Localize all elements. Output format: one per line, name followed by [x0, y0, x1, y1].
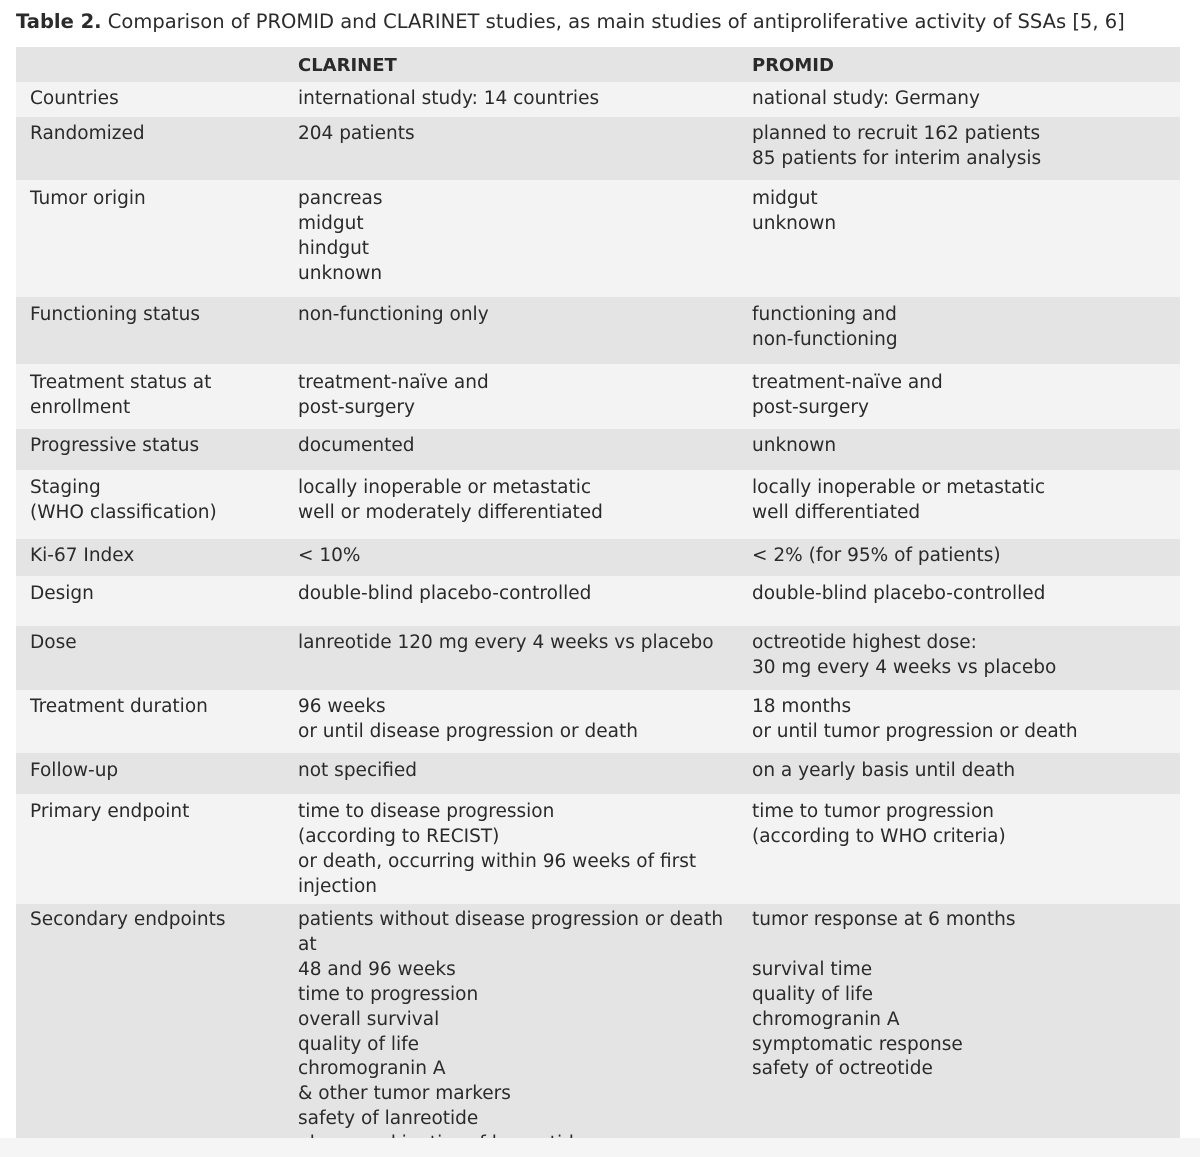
table-row	[16, 364, 1180, 429]
clarinet-cell: treatment-naïve and post-surgery	[298, 372, 489, 418]
row-label: Follow-up	[30, 760, 119, 781]
promid-cell: treatment-naïve and post-surgery	[752, 372, 943, 418]
clarinet-cell: 96 weeks or until disease progression or death	[298, 696, 638, 742]
header-cell-clarinet: CLARINET	[298, 55, 397, 76]
promid-cell: on a yearly basis until death	[752, 760, 1016, 781]
table-row	[16, 470, 1180, 539]
caption-text: Comparison of PROMID and CLARINET studies, as main studies of antiproliferative activity of SSAs [5, 6]	[107, 10, 1125, 33]
promid-cell: functioning and non-functioning	[752, 304, 898, 350]
row-label: Randomized	[30, 123, 145, 144]
promid-cell: time to tumor progression (according to WHO criteria)	[752, 801, 1006, 847]
promid-cell: national study: Germany	[752, 88, 980, 109]
promid-cell: locally inoperable or metastatic well differentiated	[752, 477, 1046, 523]
row-label: Ki-67 Index	[30, 545, 135, 566]
row-label: Functioning status	[30, 304, 201, 325]
page-bottom-margin	[0, 1138, 1200, 1157]
clarinet-cell: international study: 14 countries	[298, 88, 600, 109]
table-row	[16, 180, 1180, 297]
table-row	[16, 576, 1180, 626]
clarinet-cell: patients without disease progression or death at 48 and 96 weeks time to progression overall survival quality of life chromogranin A & other tumor markers safety of lanreotide	[298, 909, 724, 1130]
promid-cell: double-blind placebo-controlled	[752, 583, 1046, 604]
row-label: Dose	[30, 632, 77, 653]
row-label: Countries	[30, 88, 119, 109]
row-label: Staging (WHO classification)	[30, 477, 217, 523]
clarinet-cell: pancreas midgut hindgut unknown	[298, 188, 383, 284]
promid-cell: midgut unknown	[752, 188, 837, 234]
row-label: Progressive status	[30, 435, 200, 456]
promid-cell: planned to recruit 162 patients 85 patients for interim analysis	[752, 123, 1042, 169]
clarinet-cell: locally inoperable or metastatic well or moderately differentiated	[298, 477, 603, 523]
clarinet-cell: double-blind placebo-controlled	[298, 583, 592, 604]
clarinet-cell: 204 patients	[298, 123, 415, 144]
clarinet-cell: time to disease progression (according to RECIST) or death, occurring within 96 weeks of first injection	[298, 801, 697, 897]
table-row	[16, 297, 1180, 364]
table-row	[16, 904, 1180, 1138]
clarinet-cell: < 10%	[298, 545, 361, 566]
table-row	[16, 794, 1180, 904]
row-label: Treatment duration	[30, 696, 208, 717]
table-caption	[16, 8, 1125, 36]
row-label: Design	[30, 583, 94, 604]
table-row	[16, 429, 1180, 470]
promid-cell: tumor response at 6 months survival time quality of life chromogranin A symptomatic response safety of octreotide	[752, 909, 1016, 1080]
table-row	[16, 539, 1180, 576]
table-header-row	[16, 47, 1180, 82]
table-row	[16, 753, 1180, 794]
table-row	[16, 82, 1180, 117]
caption-label: Table 2.	[16, 10, 102, 33]
clarinet-cell: lanreotide 120 mg every 4 weeks vs placebo	[298, 632, 714, 653]
row-label: Primary endpoint	[30, 801, 190, 822]
promid-cell: 18 months or until tumor progression or death	[752, 696, 1078, 742]
table-row	[16, 690, 1180, 753]
promid-cell: < 2% (for 95% of patients)	[752, 545, 1001, 566]
promid-cell: octreotide highest dose: 30 mg every 4 weeks vs placebo	[752, 632, 1057, 678]
row-label: Treatment status at enrollment	[30, 372, 212, 418]
comparison-table	[16, 47, 1180, 1138]
row-label: Tumor origin	[30, 188, 146, 209]
promid-cell: unknown	[752, 435, 837, 456]
clarinet-cell: non-functioning only	[298, 304, 489, 325]
table-row	[16, 117, 1180, 180]
row-label: Secondary endpoints	[30, 909, 226, 930]
table-row	[16, 626, 1180, 690]
clarinet-cell: documented	[298, 435, 415, 456]
header-cell-promid: PROMID	[752, 55, 834, 76]
clarinet-cell: not specified	[298, 760, 418, 781]
